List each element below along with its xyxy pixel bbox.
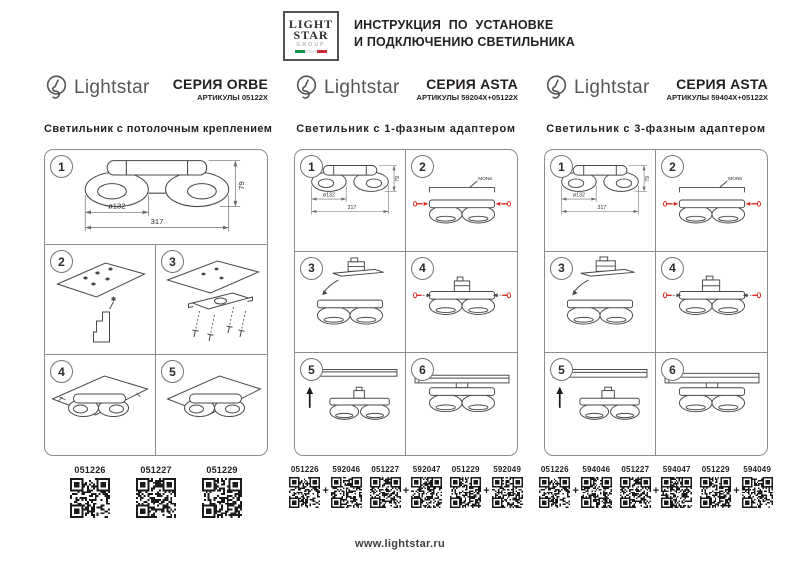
lightstar-logo-icon xyxy=(294,74,319,101)
qr-plus: + xyxy=(572,485,579,497)
step-cell-1 xyxy=(45,150,267,245)
qr-label: 051229 xyxy=(206,465,238,475)
step-cell-3 xyxy=(545,252,656,354)
series-block xyxy=(173,74,268,103)
step-number-badge: 3 xyxy=(550,257,573,280)
qr-label: 594049 xyxy=(743,465,772,474)
brand-block xyxy=(294,74,400,101)
instruction-title xyxy=(354,11,575,51)
step-cell-2 xyxy=(656,150,767,252)
qr-code-canvas xyxy=(661,477,692,508)
column-asta-1phase xyxy=(290,74,522,518)
logo-line-star: STAR xyxy=(293,28,329,42)
qr-code-canvas xyxy=(620,477,651,508)
step-illustration-fixture-dimensions xyxy=(53,153,259,241)
brand-block xyxy=(44,74,150,101)
brand-wordmark: Lightstar xyxy=(324,76,400,98)
qr-item xyxy=(661,465,692,508)
qr-pair xyxy=(620,465,692,508)
qr-item xyxy=(620,465,651,508)
qr-label: 592047 xyxy=(412,465,441,474)
qr-code-canvas xyxy=(742,477,773,508)
qr-code-canvas xyxy=(70,478,110,518)
qr-label: 051227 xyxy=(621,465,650,474)
lightstar-logo-icon xyxy=(544,74,569,101)
qr-code-canvas xyxy=(136,478,176,518)
step-cell-1 xyxy=(295,150,406,252)
qr-label: 051226 xyxy=(74,465,106,475)
qr-label: 051229 xyxy=(701,465,730,474)
qr-code-canvas xyxy=(492,477,523,508)
dim-label-height: 79 xyxy=(237,181,246,190)
step-number-badge: 2 xyxy=(50,250,73,273)
series-title: СЕРИЯ ASTA xyxy=(426,76,518,92)
qr-label: 051226 xyxy=(290,465,319,474)
qr-label: 594046 xyxy=(582,465,611,474)
dim-label-diameter: ø132 xyxy=(322,192,335,199)
step-number-badge: 1 xyxy=(300,155,323,178)
qr-item xyxy=(581,465,612,508)
series-articles: АРТИКУЛЫ 59204X+05122X xyxy=(416,93,518,103)
qr-plus: + xyxy=(322,485,329,497)
instruction-title-line2: И ПОДКЛЮЧЕНИЮ СВЕТИЛЬНИКА xyxy=(354,35,575,49)
steps-grid xyxy=(44,149,268,456)
qr-code-canvas xyxy=(450,477,481,508)
steps-grid xyxy=(544,149,768,456)
column-subtitle: Светильник с 1-фазным адаптером xyxy=(296,123,516,135)
qr-label: 592049 xyxy=(493,465,522,474)
qr-item xyxy=(136,465,176,518)
qr-pair xyxy=(450,465,522,508)
series-block xyxy=(667,74,768,103)
column-header xyxy=(44,74,268,104)
qr-label: 051226 xyxy=(540,465,569,474)
qr-row xyxy=(540,465,772,508)
qr-item xyxy=(539,465,570,508)
brand-wordmark: Lightstar xyxy=(574,76,650,98)
step-cell-1 xyxy=(545,150,656,252)
qr-item xyxy=(289,465,320,508)
step-number-badge: 3 xyxy=(300,257,323,280)
step-cell-6 xyxy=(406,353,517,455)
adapter-label: MON6 xyxy=(727,177,742,183)
masthead xyxy=(283,11,575,61)
step-number-badge: 2 xyxy=(411,155,434,178)
step-cell-6 xyxy=(656,353,767,455)
step-number-badge: 4 xyxy=(661,257,684,280)
step-number-badge: 5 xyxy=(550,358,573,381)
qr-pair xyxy=(700,465,772,508)
qr-code-canvas xyxy=(370,477,401,508)
column-subtitle: Светильник с потолочным креплением xyxy=(44,123,273,135)
brand-wordmark: Lightstar xyxy=(74,76,150,98)
step-cell-5 xyxy=(545,353,656,455)
series-title: СЕРИЯ ORBE xyxy=(172,76,268,92)
step-number-badge: 1 xyxy=(550,155,573,178)
column-asta-3phase xyxy=(540,74,772,518)
qr-code-canvas xyxy=(539,477,570,508)
column-header xyxy=(544,74,768,104)
series-title: СЕРИЯ ASTA xyxy=(676,76,768,92)
logo-line-light: LIGHT xyxy=(288,17,334,31)
italian-flag-bar xyxy=(295,50,327,53)
step-number-badge: 1 xyxy=(50,155,73,178)
qr-item xyxy=(700,465,731,508)
dim-label-width: 317 xyxy=(347,205,357,212)
website-url: www.lightstar.ru xyxy=(355,538,445,550)
step-number-badge: 4 xyxy=(50,360,73,383)
step-cell-3 xyxy=(156,245,267,355)
step-number-badge: 5 xyxy=(161,360,184,383)
series-articles: АРТИКУЛЫ 59404X+05122X xyxy=(666,93,768,103)
step-cell-2 xyxy=(45,245,156,355)
brand-block xyxy=(544,74,650,101)
qr-label: 592046 xyxy=(332,465,361,474)
qr-plus: + xyxy=(402,485,410,497)
step-cell-2 xyxy=(406,150,517,252)
step-number-badge: 3 xyxy=(161,250,184,273)
qr-item xyxy=(70,465,110,518)
qr-item xyxy=(331,465,362,508)
step-cell-4 xyxy=(406,252,517,354)
qr-label: 594047 xyxy=(662,465,691,474)
qr-row xyxy=(44,465,268,518)
lightstar-group-logo xyxy=(283,11,339,61)
qr-plus: + xyxy=(483,485,490,497)
dim-label-diameter: ø132 xyxy=(572,192,585,199)
dim-label-width: 317 xyxy=(597,205,607,212)
qr-plus: + xyxy=(733,485,740,497)
column-subtitle: Светильник с 3-фазным адаптером xyxy=(546,123,766,135)
dim-label-height: 79 xyxy=(644,176,651,183)
qr-item xyxy=(202,465,242,518)
step-number-badge: 6 xyxy=(661,358,684,381)
qr-pair xyxy=(539,465,611,508)
qr-item xyxy=(492,465,523,508)
qr-code-canvas xyxy=(581,477,612,508)
step-cell-5 xyxy=(156,355,267,455)
steps-grid xyxy=(294,149,518,456)
qr-code-canvas xyxy=(411,477,442,508)
qr-item xyxy=(411,465,442,508)
qr-label: 051227 xyxy=(140,465,172,475)
qr-item xyxy=(742,465,773,508)
qr-plus: + xyxy=(652,485,660,497)
qr-code-canvas xyxy=(700,477,731,508)
qr-pair xyxy=(289,465,361,508)
qr-row xyxy=(290,465,522,508)
step-cell-5 xyxy=(295,353,406,455)
qr-label: 051229 xyxy=(451,465,480,474)
qr-item xyxy=(450,465,481,508)
dim-label-height: 79 xyxy=(394,176,401,183)
dim-label-width: 317 xyxy=(150,217,164,227)
columns-container xyxy=(44,74,772,518)
qr-label: 051227 xyxy=(371,465,400,474)
qr-item xyxy=(370,465,401,508)
logo-line-group: GROUP xyxy=(296,42,326,48)
qr-pair xyxy=(370,465,442,508)
qr-code-canvas xyxy=(202,478,242,518)
step-cell-3 xyxy=(295,252,406,354)
lightstar-logo-icon xyxy=(44,74,69,101)
series-block xyxy=(417,74,518,103)
qr-code-canvas xyxy=(331,477,362,508)
step-cell-4 xyxy=(656,252,767,354)
series-articles: АРТИКУЛЫ 05122X xyxy=(197,93,268,103)
column-header xyxy=(294,74,518,104)
step-number-badge: 6 xyxy=(411,358,434,381)
step-cell-4 xyxy=(45,355,156,455)
instruction-title-line1: ИНСТРУКЦИЯ ПО УСТАНОВКЕ xyxy=(354,18,554,32)
column-orbe xyxy=(44,74,273,518)
step-number-badge: 5 xyxy=(300,358,323,381)
step-number-badge: 4 xyxy=(411,257,434,280)
qr-code-canvas xyxy=(289,477,320,508)
adapter-label: MON6 xyxy=(477,177,492,183)
dim-label-diameter: ø132 xyxy=(108,201,126,211)
step-number-badge: 2 xyxy=(661,155,684,178)
